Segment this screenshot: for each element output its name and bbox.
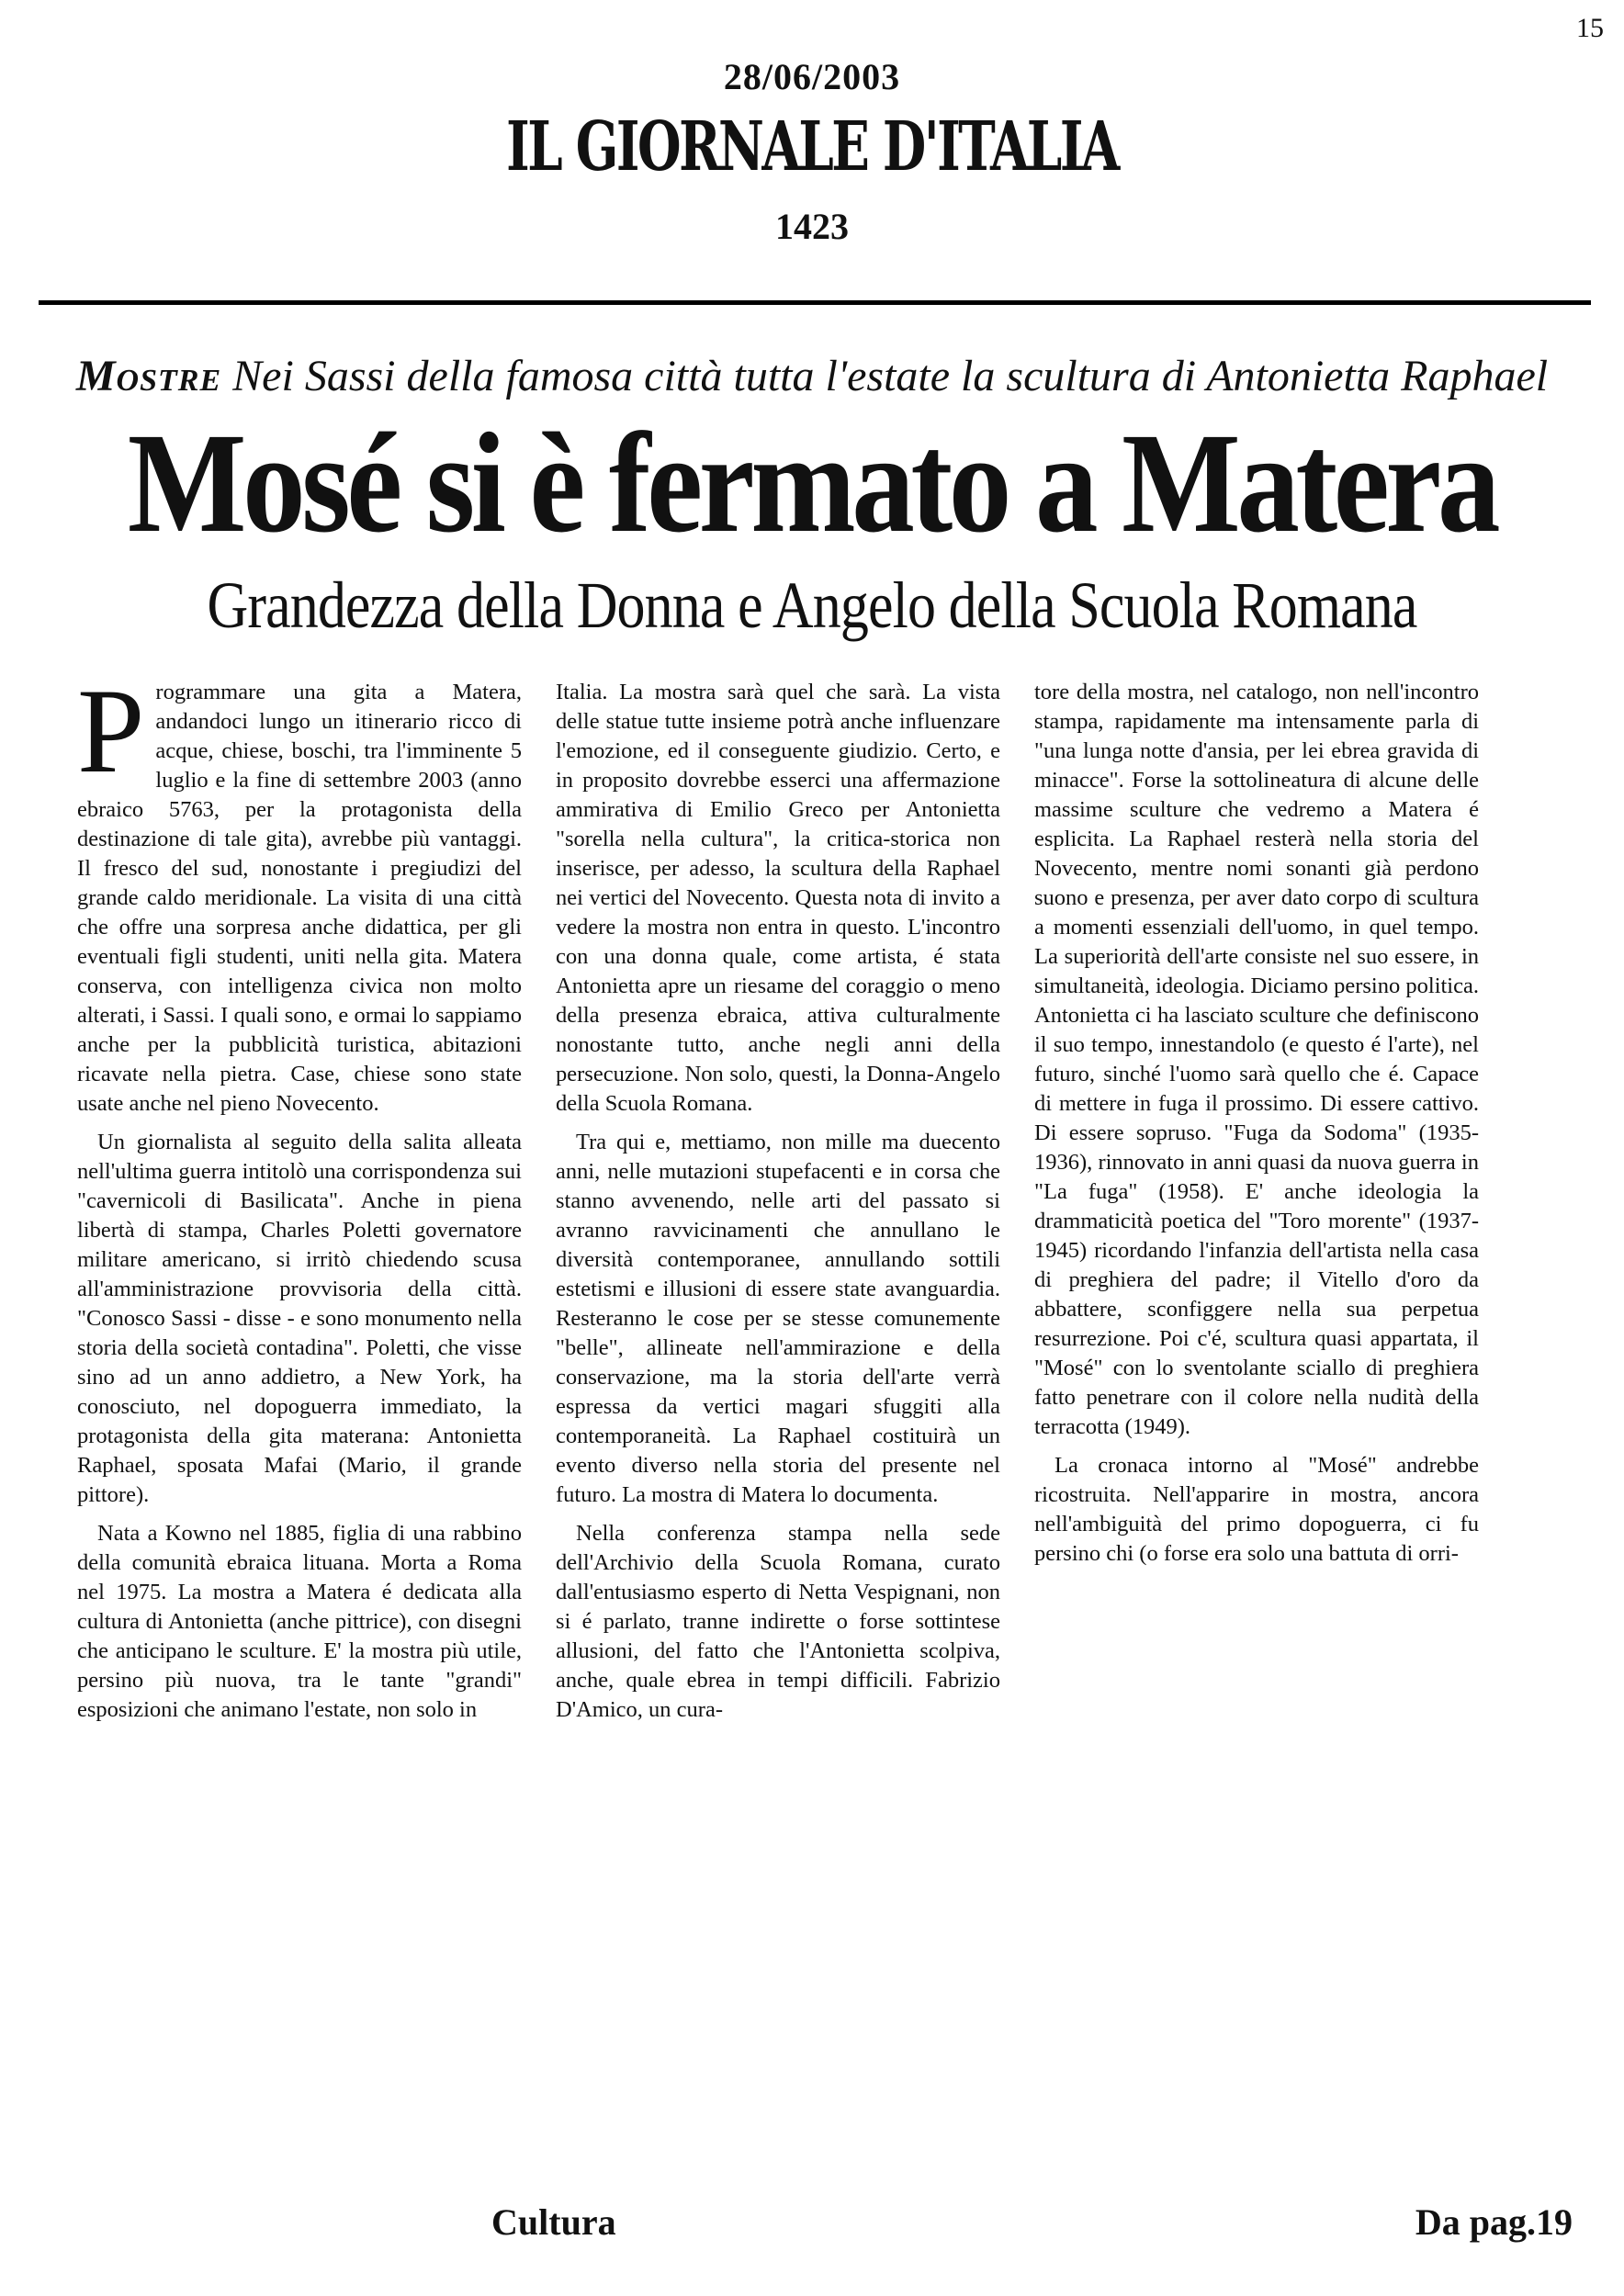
- section-label: Cultura: [491, 2201, 616, 2243]
- article-column-2: [556, 678, 1000, 2230]
- paragraph: Un giornalista al seguito della salita alleata nell'ultima guerra intitolò una corrispondenza sui "cavernicoli di Basilicata". Anche in piena libertà di stampa, Charles Poletti governatore militare americano, si irritò chiedendo scusa all'amministrazione provvisoria della città. "Conosco Sassi - disse - e sono monumento nella storia della società contadina". Poletti, che visse sino ad un anno addietro, a New York, ha conosciuto, nel dopoguerra immediato, la protagonista della gita materana: Antonietta Raphael, sposata Mafai (Mario, il grande pittore).: [77, 1130, 522, 1507]
- masthead: [0, 55, 1624, 248]
- article-column-1: [77, 663, 522, 2230]
- masthead-divider: [39, 300, 1591, 305]
- newspaper-name: IL GIORNALE D'ITALIA: [506, 107, 1118, 186]
- paragraph: tore della mostra, nel catalogo, non nell'incontro stampa, rapidamente ma intensamente parla di "una lunga notte d'ansia, per lei ebrea gravida di minacce". Forse la sottolineatura di alcune delle massime sculture che vedremo a Matera é esplicita. La Raphael resterà nella storia del Novecento, mentre nomi sonanti già perdono suono e presenza, per aver dato corpo di scultura a momenti essenziali dell'uomo, in quel tempo. La superiorità dell'arte consiste nel suo essere, in simultaneità, ideologia. Diciamo persino politica. Antonietta ci ha lasciato sculture che definiscono il suo tempo, innestandolo (e questo é l'arte), nel futuro, sinché l'uomo sarà quello che é. Capace di mettere in fuga il prossimo. Di essere cattivo. Di essere sopruso. "Fuga da Sodoma" (1935-1936), rinnovato in anni quasi da nuova guerra in "La fuga" (1958). E' anche ideologia la drammaticità poetica del "Toro morente" (1937-1945) ricordando l'infanzia dell'artista nella casa di preghiera del padre; il Vitello d'oro da abbattere, sconfiggere nella sua perpetua resurrezione. Poi c'é, scultura quasi appartata, il "Mosé" con lo sventolante sciallo di preghiera fatto penetrare con il colore nella nudità della terracotta (1949).: [1034, 680, 1479, 1439]
- kicker-text: Nei Sassi della famosa città tutta l'estate la scultura di Antonietta Raphael: [232, 352, 1549, 400]
- kicker: [0, 351, 1624, 401]
- subheadline: Grandezza della Donna e Angelo della Scuola Romana: [207, 568, 1417, 642]
- continuation-label: Da pag.19: [1415, 2201, 1573, 2243]
- paragraph: Nata a Kowno nel 1885, figlia di una rabbino della comunità ebraica lituana. Morta a Roma nel 1975. La mostra a Matera é dedicata alla cultura di Antonietta (anche pittrice), con disegni che anticipano le sculture. E' la mostra più utile, persino più nuova, tra le tante "grandi" esposizioni che animano l'estate, non solo in: [77, 1521, 522, 1722]
- section-tag: Mostre: [75, 352, 222, 400]
- issue-number: 1423: [775, 206, 849, 247]
- paragraph: Tra qui e, mettiamo, non mille ma duecento anni, nelle mutazioni stupefacenti e in corsa che stanno avvenendo, nelle arti del passato si avranno ravvicinamenti che annullano le diversità contemporanee, annullando sottili estetismi e illusioni di essere state avanguardia. Resteranno le cose per se stesse comunemente "belle", allineate nell'ammirazione e della conservazione, ma la storia dell'arte verrà espressa da vertici magari sfuggiti alla contemporaneità. La Raphael costituirà un evento diverso nella storia del presente nel futuro. La mostra di Matera lo documenta.: [556, 1130, 1000, 1507]
- headline: Mosé si è fermato a Matera: [127, 403, 1497, 562]
- paragraph: Nella conferenza stampa nella sede dell'Archivio della Scuola Romana, curato dall'entusiasmo esperto di Netta Vespignani, non si é parlato, tranne indirette o forse sottintese allusioni, del fatto che l'Antonietta scolpiva, anche, quale ebrea in tempi difficili. Fabrizio D'Amico, un cura-: [556, 1521, 1000, 1722]
- paragraph: Programmare una gita a Matera, andandoci lungo un itinerario ricco di acque, chiese, boschi, tra l'imminente 5 luglio e la fine di settembre 2003 (anno ebraico 5763, per la protagonista della destinazione di tale gita), avrebbe più vantaggi. Il fresco del sud, nonostante i pregiudizi del grande caldo meridionale. La visita di una città che offre una sorpresa anche didattica, per gli eventuali figli studenti, uniti nella gita. Matera conserva, con intelligenza civica non molto alterati, i Sassi. I quali sono, e ormai lo sappiamo anche per la pubblicità turistica, abitazioni ricavate nella pietra. Case, chiese sono state usate anche nel pieno Novecento.: [77, 663, 522, 1116]
- page-number: 15: [1576, 13, 1604, 43]
- drop-cap: P: [77, 663, 145, 798]
- paragraph: La cronaca intorno al "Mosé" andrebbe ricostruita. Nell'apparire in mostra, ancora nell'ambiguità del primo dopoguerra, ci fu persino chi (o forse era solo una battuta di orri-: [1034, 1453, 1479, 1566]
- article-body: [77, 663, 1547, 2230]
- paragraph: Italia. La mostra sarà quel che sarà. La vista delle statue tutte insieme potrà anche influenzare l'emozione, ed il conseguente giudizio. Certo, e in proposito dovrebbe esserci una affermazione ammirativa di Emilio Greco per Antonietta "sorella nella cultura", la critica-storica non inserisce, per adesso, la scultura della Raphael nei vertici del Novecento. Questa nota di invito a vedere la mostra non entra in questo. L'incontro con una donna quale, come artista, é stata Antonietta apre un riesame del coraggio o meno della presenza ebraica, attiva culturalmente nonostante tutto, anche negli anni della persecuzione. Non solo, questi, la Donna-Angelo della Scuola Romana.: [556, 680, 1000, 1116]
- publication-date: 28/06/2003: [723, 56, 901, 97]
- article-column-3: [1034, 678, 1479, 2230]
